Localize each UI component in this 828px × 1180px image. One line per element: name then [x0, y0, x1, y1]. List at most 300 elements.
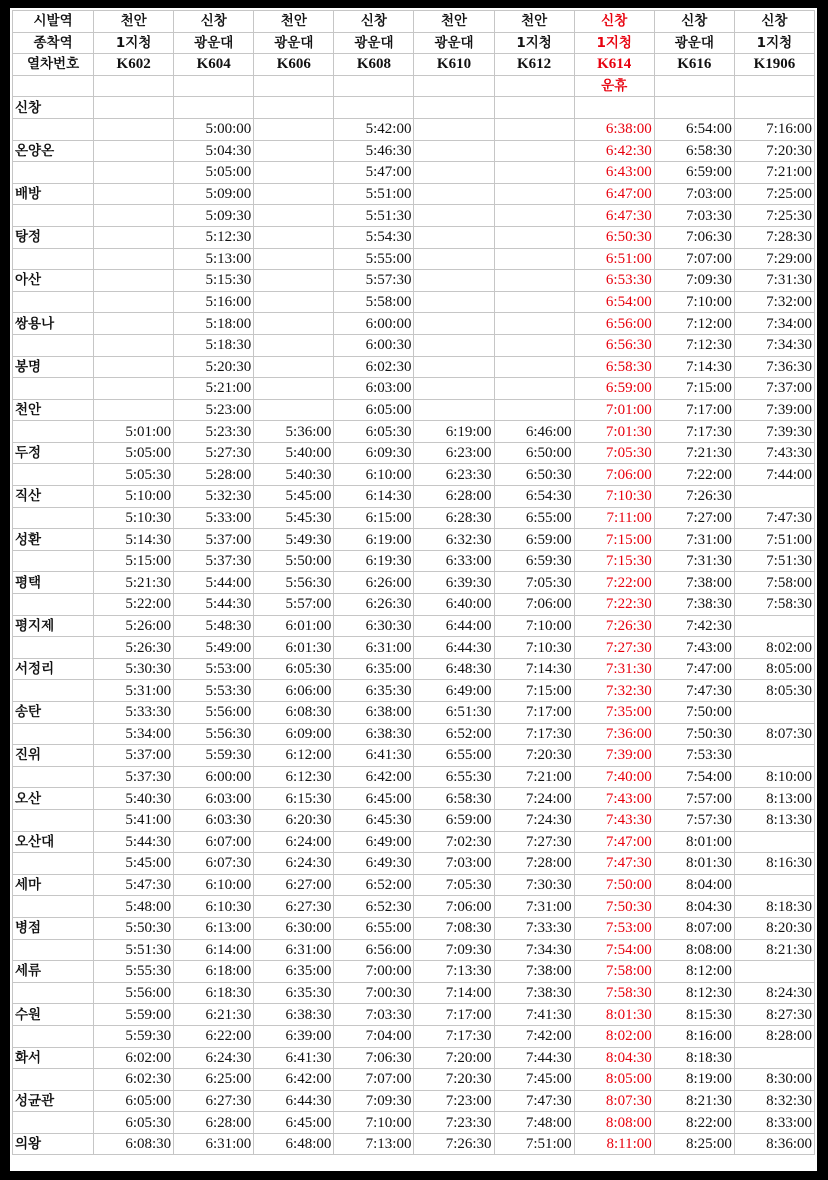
time-cell: 6:19:30 — [334, 550, 414, 572]
time-cell: 8:04:30 — [574, 1047, 654, 1069]
time-cell: 7:58:30 — [734, 594, 814, 616]
time-cell: 6:47:30 — [574, 205, 654, 227]
table-row — [13, 961, 815, 983]
time-cell: 8:07:30 — [734, 723, 814, 745]
table-row — [13, 464, 815, 486]
time-cell: 6:38:30 — [254, 1004, 334, 1026]
time-cell: 5:37:30 — [94, 766, 174, 788]
table-row — [13, 723, 815, 745]
train-no-cell: K602 — [94, 54, 174, 76]
time-cell: 6:23:00 — [414, 442, 494, 464]
time-cell: 7:15:00 — [574, 529, 654, 551]
table-row — [13, 939, 815, 961]
time-cell: 6:35:30 — [254, 982, 334, 1004]
time-cell: 7:40:00 — [574, 766, 654, 788]
time-cell: 6:05:30 — [94, 1112, 174, 1134]
time-cell: 7:58:00 — [574, 961, 654, 983]
time-cell: 6:54:00 — [574, 291, 654, 313]
time-cell — [254, 291, 334, 313]
train-origin-cell: 천안 — [414, 11, 494, 33]
time-cell: 7:31:30 — [734, 270, 814, 292]
time-cell: 8:16:30 — [734, 853, 814, 875]
time-cell: 5:00:00 — [174, 118, 254, 140]
time-cell: 5:55:00 — [334, 248, 414, 270]
time-cell — [494, 140, 574, 162]
time-cell: 5:56:30 — [254, 572, 334, 594]
time-cell: 7:05:30 — [414, 874, 494, 896]
time-cell: 8:27:30 — [734, 1004, 814, 1026]
time-cell: 5:50:30 — [94, 917, 174, 939]
time-cell: 6:21:30 — [174, 1004, 254, 1026]
time-cell: 7:34:30 — [734, 334, 814, 356]
time-cell: 7:33:30 — [494, 917, 574, 939]
time-cell: 7:03:00 — [414, 853, 494, 875]
time-cell: 7:47:30 — [734, 507, 814, 529]
time-cell: 7:16:00 — [734, 118, 814, 140]
time-cell — [94, 97, 174, 119]
train-dest-cell: 광운대 — [334, 32, 414, 54]
time-cell: 5:31:00 — [94, 680, 174, 702]
station-name — [13, 1112, 94, 1134]
time-cell: 8:05:00 — [734, 658, 814, 680]
table-row — [13, 183, 815, 205]
time-cell: 6:24:00 — [254, 831, 334, 853]
time-cell: 7:30:30 — [494, 874, 574, 896]
time-cell: 7:25:30 — [734, 205, 814, 227]
time-cell: 7:34:30 — [494, 939, 574, 961]
time-cell: 8:12:00 — [654, 961, 734, 983]
time-cell: 6:25:00 — [174, 1069, 254, 1091]
time-cell — [494, 97, 574, 119]
time-cell: 7:02:30 — [414, 831, 494, 853]
table-row — [13, 226, 815, 248]
time-cell: 6:44:30 — [414, 637, 494, 659]
time-cell: 8:21:30 — [734, 939, 814, 961]
train-dest-cell: 1지청 — [734, 32, 814, 54]
time-cell: 7:03:00 — [654, 183, 734, 205]
time-cell: 8:04:00 — [654, 874, 734, 896]
time-cell: 7:58:00 — [734, 572, 814, 594]
time-cell: 5:56:00 — [94, 982, 174, 1004]
time-cell — [494, 334, 574, 356]
time-cell: 5:45:00 — [94, 853, 174, 875]
time-cell: 6:20:30 — [254, 809, 334, 831]
time-cell — [94, 313, 174, 335]
time-cell: 6:14:30 — [334, 486, 414, 508]
time-cell: 6:35:00 — [254, 961, 334, 983]
time-cell: 6:55:00 — [494, 507, 574, 529]
time-cell: 8:16:00 — [654, 1025, 734, 1047]
time-cell: 5:44:00 — [174, 572, 254, 594]
time-cell: 7:53:00 — [574, 917, 654, 939]
time-cell: 6:47:00 — [574, 183, 654, 205]
station-name: 평지제 — [13, 615, 94, 637]
time-cell: 7:20:30 — [414, 1069, 494, 1091]
time-cell: 7:39:00 — [574, 745, 654, 767]
time-cell: 8:12:30 — [654, 982, 734, 1004]
time-cell — [334, 97, 414, 119]
station-name — [13, 507, 94, 529]
time-cell — [94, 183, 174, 205]
time-cell: 6:45:00 — [254, 1112, 334, 1134]
train-dest-cell: 1지청 — [574, 32, 654, 54]
time-cell: 6:03:30 — [174, 809, 254, 831]
time-cell: 6:08:30 — [254, 702, 334, 724]
time-cell: 7:38:30 — [654, 594, 734, 616]
time-cell: 8:10:00 — [734, 766, 814, 788]
time-cell — [254, 399, 334, 421]
time-cell: 8:20:30 — [734, 917, 814, 939]
table-row — [13, 1112, 815, 1134]
time-cell — [94, 205, 174, 227]
time-cell: 7:47:30 — [494, 1090, 574, 1112]
time-cell: 6:33:00 — [414, 550, 494, 572]
train-dest-cell: 광운대 — [254, 32, 334, 54]
time-cell: 6:42:00 — [254, 1069, 334, 1091]
time-cell: 6:28:30 — [414, 507, 494, 529]
time-cell: 6:59:30 — [494, 550, 574, 572]
time-cell: 5:21:00 — [174, 378, 254, 400]
time-cell: 7:14:00 — [414, 982, 494, 1004]
station-name: 송탄 — [13, 702, 94, 724]
time-cell: 7:27:00 — [654, 507, 734, 529]
timetable-header — [13, 11, 815, 97]
table-row — [13, 486, 815, 508]
time-cell: 8:18:30 — [734, 896, 814, 918]
train-no-cell: K612 — [494, 54, 574, 76]
time-cell: 5:54:30 — [334, 226, 414, 248]
time-cell: 7:43:00 — [654, 637, 734, 659]
time-cell: 7:32:00 — [734, 291, 814, 313]
time-cell: 6:27:30 — [174, 1090, 254, 1112]
train-origin-cell: 천안 — [254, 11, 334, 33]
time-cell — [494, 399, 574, 421]
train-note-cell — [414, 75, 494, 97]
station-name — [13, 378, 94, 400]
time-cell: 5:26:00 — [94, 615, 174, 637]
time-cell — [94, 334, 174, 356]
time-cell: 5:01:00 — [94, 421, 174, 443]
table-row — [13, 421, 815, 443]
time-cell: 7:20:30 — [734, 140, 814, 162]
train-timetable — [12, 10, 815, 1155]
time-cell — [94, 226, 174, 248]
time-cell: 6:12:00 — [254, 745, 334, 767]
time-cell: 6:41:30 — [254, 1047, 334, 1069]
time-cell: 6:35:30 — [334, 680, 414, 702]
time-cell: 7:44:00 — [734, 464, 814, 486]
time-cell — [414, 378, 494, 400]
time-cell: 5:23:30 — [174, 421, 254, 443]
time-cell: 7:00:30 — [334, 982, 414, 1004]
time-cell: 5:51:30 — [94, 939, 174, 961]
time-cell: 5:09:00 — [174, 183, 254, 205]
table-row — [13, 658, 815, 680]
time-cell: 5:50:00 — [254, 550, 334, 572]
station-name — [13, 162, 94, 184]
station-name — [13, 291, 94, 313]
time-cell — [414, 118, 494, 140]
time-cell: 6:49:00 — [334, 831, 414, 853]
time-cell: 5:05:00 — [94, 442, 174, 464]
station-name: 두정 — [13, 442, 94, 464]
time-cell: 7:06:30 — [334, 1047, 414, 1069]
time-cell — [414, 270, 494, 292]
time-cell — [734, 745, 814, 767]
time-cell: 7:32:30 — [574, 680, 654, 702]
station-name: 화서 — [13, 1047, 94, 1069]
time-cell: 8:01:00 — [654, 831, 734, 853]
time-cell: 5:15:00 — [94, 550, 174, 572]
time-cell: 7:24:30 — [494, 809, 574, 831]
time-cell: 6:56:30 — [574, 334, 654, 356]
time-cell: 7:29:00 — [734, 248, 814, 270]
station-name: 배방 — [13, 183, 94, 205]
table-row — [13, 248, 815, 270]
time-cell: 6:31:00 — [254, 939, 334, 961]
time-cell: 7:43:30 — [734, 442, 814, 464]
time-cell — [734, 702, 814, 724]
time-cell: 6:07:30 — [174, 853, 254, 875]
time-cell: 7:27:30 — [574, 637, 654, 659]
time-cell: 7:17:30 — [414, 1025, 494, 1047]
station-name: 봉명 — [13, 356, 94, 378]
time-cell: 7:22:00 — [574, 572, 654, 594]
header-train-number-row — [13, 54, 815, 76]
station-name — [13, 680, 94, 702]
train-no-cell: K604 — [174, 54, 254, 76]
time-cell: 7:58:30 — [574, 982, 654, 1004]
time-cell: 6:19:00 — [334, 529, 414, 551]
time-cell: 5:04:30 — [174, 140, 254, 162]
time-cell: 8:22:00 — [654, 1112, 734, 1134]
time-cell: 7:41:30 — [494, 1004, 574, 1026]
station-name: 직산 — [13, 486, 94, 508]
time-cell: 7:38:00 — [494, 961, 574, 983]
time-cell: 6:59:00 — [414, 809, 494, 831]
time-cell: 7:37:00 — [734, 378, 814, 400]
table-row — [13, 572, 815, 594]
station-name — [13, 118, 94, 140]
time-cell — [414, 313, 494, 335]
time-cell: 7:09:30 — [414, 939, 494, 961]
time-cell: 6:38:30 — [334, 723, 414, 745]
time-cell: 6:30:00 — [254, 917, 334, 939]
table-row — [13, 334, 815, 356]
station-name — [13, 248, 94, 270]
time-cell: 5:05:00 — [174, 162, 254, 184]
time-cell: 8:25:00 — [654, 1133, 734, 1155]
table-row — [13, 313, 815, 335]
time-cell: 7:07:00 — [654, 248, 734, 270]
time-cell: 7:14:30 — [654, 356, 734, 378]
table-row — [13, 680, 815, 702]
time-cell — [494, 248, 574, 270]
time-cell — [494, 162, 574, 184]
time-cell — [494, 205, 574, 227]
time-cell: 7:39:00 — [734, 399, 814, 421]
time-cell — [254, 334, 334, 356]
time-cell: 6:50:30 — [574, 226, 654, 248]
time-cell: 7:50:00 — [654, 702, 734, 724]
time-cell: 8:32:30 — [734, 1090, 814, 1112]
time-cell: 6:05:30 — [254, 658, 334, 680]
time-cell: 7:47:00 — [654, 658, 734, 680]
time-cell: 8:08:00 — [654, 939, 734, 961]
time-cell — [494, 356, 574, 378]
time-cell: 7:15:00 — [654, 378, 734, 400]
station-name: 수원 — [13, 1004, 94, 1026]
time-cell: 5:55:30 — [94, 961, 174, 983]
time-cell: 7:51:00 — [734, 529, 814, 551]
time-cell: 5:56:30 — [174, 723, 254, 745]
time-cell: 5:18:00 — [174, 313, 254, 335]
time-cell: 6:56:00 — [574, 313, 654, 335]
station-name: 아산 — [13, 270, 94, 292]
time-cell: 7:06:00 — [494, 594, 574, 616]
time-cell: 7:36:30 — [734, 356, 814, 378]
time-cell: 5:30:30 — [94, 658, 174, 680]
time-cell: 7:50:00 — [574, 874, 654, 896]
time-cell: 5:27:30 — [174, 442, 254, 464]
time-cell: 8:30:00 — [734, 1069, 814, 1091]
time-cell: 6:38:00 — [574, 118, 654, 140]
time-cell: 8:24:30 — [734, 982, 814, 1004]
time-cell: 8:28:00 — [734, 1025, 814, 1047]
time-cell: 7:42:00 — [494, 1025, 574, 1047]
time-cell — [254, 118, 334, 140]
time-cell — [734, 97, 814, 119]
time-cell: 7:54:00 — [574, 939, 654, 961]
table-row — [13, 896, 815, 918]
time-cell: 7:05:30 — [494, 572, 574, 594]
time-cell: 5:45:00 — [254, 486, 334, 508]
station-name — [13, 896, 94, 918]
time-cell: 6:53:30 — [574, 270, 654, 292]
train-origin-cell: 천안 — [494, 11, 574, 33]
time-cell: 7:17:00 — [414, 1004, 494, 1026]
train-no-cell: K606 — [254, 54, 334, 76]
time-cell: 6:51:30 — [414, 702, 494, 724]
train-note-cell — [254, 75, 334, 97]
time-cell: 7:47:00 — [574, 831, 654, 853]
time-cell: 7:27:30 — [494, 831, 574, 853]
train-origin-cell: 신창 — [174, 11, 254, 33]
time-cell — [654, 97, 734, 119]
time-cell: 5:46:30 — [334, 140, 414, 162]
time-cell: 6:45:00 — [334, 788, 414, 810]
table-row — [13, 702, 815, 724]
time-cell: 6:19:00 — [414, 421, 494, 443]
time-cell: 7:39:30 — [734, 421, 814, 443]
time-cell: 8:13:00 — [734, 788, 814, 810]
station-name: 신창 — [13, 97, 94, 119]
time-cell: 5:53:00 — [174, 658, 254, 680]
table-row — [13, 1069, 815, 1091]
time-cell: 5:33:00 — [174, 507, 254, 529]
time-cell: 5:59:30 — [94, 1025, 174, 1047]
time-cell: 7:35:00 — [574, 702, 654, 724]
time-cell — [494, 118, 574, 140]
time-cell: 6:59:00 — [654, 162, 734, 184]
header-destination-row — [13, 32, 815, 54]
time-cell: 6:27:30 — [254, 896, 334, 918]
table-row — [13, 615, 815, 637]
time-cell — [574, 97, 654, 119]
time-cell: 7:44:30 — [494, 1047, 574, 1069]
time-cell: 6:27:00 — [254, 874, 334, 896]
time-cell: 5:14:30 — [94, 529, 174, 551]
time-cell: 7:57:30 — [654, 809, 734, 831]
time-cell: 7:04:00 — [334, 1025, 414, 1047]
station-name — [13, 205, 94, 227]
time-cell: 6:58:30 — [654, 140, 734, 162]
time-cell: 5:44:30 — [174, 594, 254, 616]
time-cell: 6:05:00 — [94, 1090, 174, 1112]
time-cell: 6:00:00 — [334, 313, 414, 335]
time-cell: 8:13:30 — [734, 809, 814, 831]
time-cell: 5:59:30 — [174, 745, 254, 767]
time-cell: 6:14:00 — [174, 939, 254, 961]
train-no-cell: K616 — [654, 54, 734, 76]
time-cell: 5:23:00 — [174, 399, 254, 421]
table-row — [13, 270, 815, 292]
time-cell: 6:03:00 — [334, 378, 414, 400]
time-cell: 7:08:30 — [414, 917, 494, 939]
time-cell — [414, 291, 494, 313]
table-row — [13, 1133, 815, 1155]
time-cell: 7:31:30 — [574, 658, 654, 680]
station-name: 진위 — [13, 745, 94, 767]
station-name: 성환 — [13, 529, 94, 551]
time-cell: 6:40:00 — [414, 594, 494, 616]
time-cell: 6:00:00 — [174, 766, 254, 788]
time-cell: 6:54:30 — [494, 486, 574, 508]
time-cell: 7:51:00 — [494, 1133, 574, 1155]
time-cell: 7:31:00 — [654, 529, 734, 551]
time-cell: 7:28:00 — [494, 853, 574, 875]
timetable-body — [13, 97, 815, 1155]
time-cell — [94, 270, 174, 292]
time-cell: 6:28:00 — [174, 1112, 254, 1134]
time-cell: 7:57:00 — [654, 788, 734, 810]
station-name — [13, 637, 94, 659]
time-cell: 6:15:00 — [334, 507, 414, 529]
table-row — [13, 1090, 815, 1112]
time-cell: 7:26:30 — [414, 1133, 494, 1155]
time-cell: 6:49:30 — [334, 853, 414, 875]
train-origin-cell: 신창 — [654, 11, 734, 33]
station-name — [13, 853, 94, 875]
time-cell: 7:17:30 — [494, 723, 574, 745]
time-cell: 6:24:30 — [254, 853, 334, 875]
time-cell — [94, 248, 174, 270]
train-dest-cell: 광운대 — [174, 32, 254, 54]
time-cell — [494, 291, 574, 313]
time-cell: 8:07:00 — [654, 917, 734, 939]
time-cell: 8:05:00 — [574, 1069, 654, 1091]
time-cell: 7:09:30 — [334, 1090, 414, 1112]
time-cell: 6:59:00 — [494, 529, 574, 551]
time-cell: 6:42:00 — [334, 766, 414, 788]
time-cell: 7:21:00 — [734, 162, 814, 184]
table-row — [13, 378, 815, 400]
table-row — [13, 1047, 815, 1069]
time-cell: 7:50:30 — [654, 723, 734, 745]
time-cell: 6:10:00 — [174, 874, 254, 896]
time-cell: 7:22:30 — [574, 594, 654, 616]
train-note-cell — [494, 75, 574, 97]
